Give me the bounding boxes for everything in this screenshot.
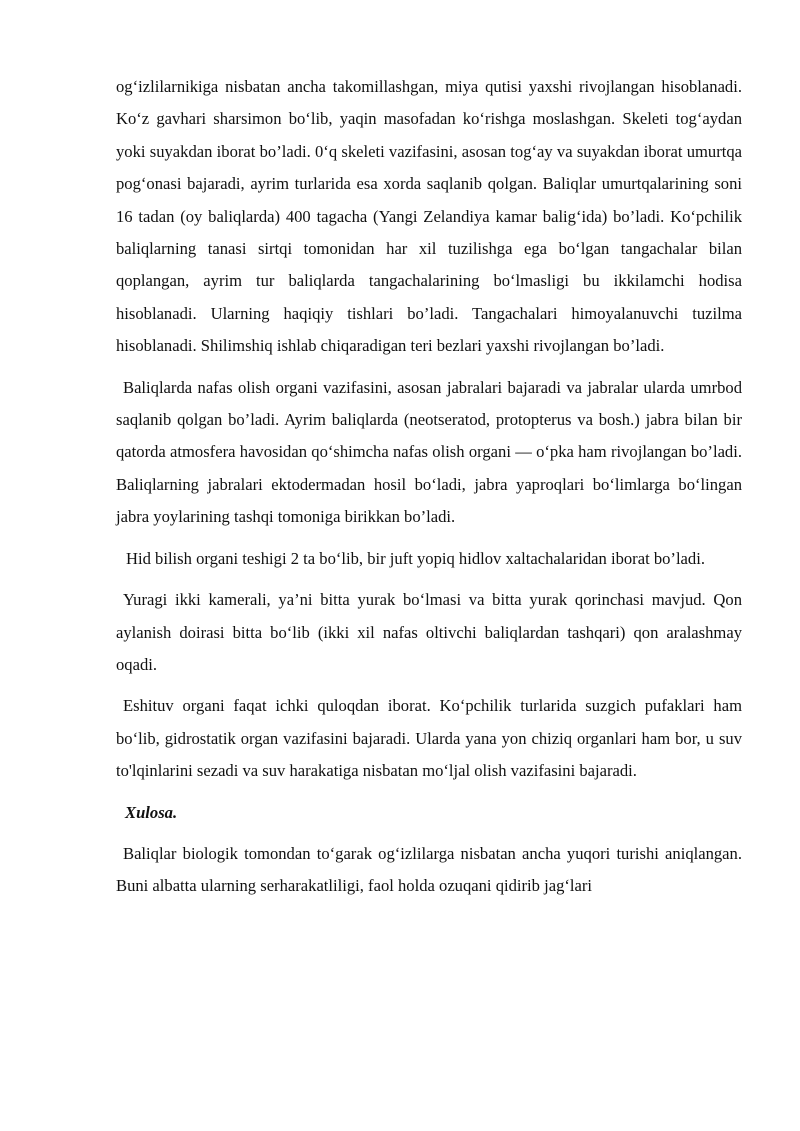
conclusion-heading: Xulosa. <box>125 802 178 822</box>
paragraph-smell: Hid bilish organi teshigi 2 ta bo‘lib, bir juft yopiq hidlov xaltachalaridan iborat bo’ladi. <box>126 548 705 568</box>
document-page <box>116 71 742 912</box>
paragraph-respiration: Baliqlarda nafas olish organi vazifasini, asosan jabralari bajaradi va jabralar ularda umrbod saqlanib qolgan bo’ladi. Ayrim baliqlarda (neotseratod, protopterus va bosh.) jabra bilan bir qatorda atmosfera havosidan qo‘shimcha nafas olish organi — o‘pka ham rivojlangan bo’ladi. Baliqlarning jabralari ektodermadan hosil bo‘ladi, jabra yaproqlari bo‘limlarga bo‘lingan jabra yoylarining tashqi tomoniga birikkan bo’ladi. <box>116 377 742 527</box>
paragraph-anatomy: og‘izlilarnikiga nisbatan ancha takomillashgan, miya qutisi yaxshi rivojlangan hisoblanadi. Ko‘z gavhari sharsimon bo‘lib, yaqin masofadan ko‘rishga moslashgan. Skeleti tog‘aydan yoki suyakdan iborat bo’ladi. 0‘q skeleti vazifasini, asosan tog‘ay va suyakdan iborat umurtqa pog‘onasi bajaradi, ayrim turlarida esa xorda saqlanib qolgan. Baliqlar umurtqalarining soni 16 tadan (oy baliqlarda) 400 tagacha (Yangi Zelandiya kamar balig‘ida) bo’ladi. Ko‘pchilik baliqlarning tanasi sirtqi tomonidan har xil tuzilishga ega bo‘lgan tangachalar bilan qoplangan, ayrim tur baliqlarda tangachalarining bo‘lmasligi bu ikkilamchi hodisa hisoblanadi. Ularning haqiqiy tishlari bo’ladi. Tangachalari himoyalanuvchi tuzilma hisoblanadi. Shilimshiq ishlab chiqaradigan teri bezlari yaxshi rivojlangan bo’ladi. <box>116 77 742 356</box>
paragraph-conclusion: Baliqlar biologik tomondan to‘garak og‘izlilarga nisbatan ancha yuqori turishi aniqlangan. Buni albatta ularning serharakatliligi, faol holda ozuqani qidirib jag‘lari <box>116 843 742 896</box>
paragraph-hearing: Eshituv organi faqat ichki quloqdan iborat. Ko‘pchilik turlarida suzgich pufaklari ham bo‘lib, gidrostatik organ vazifasini bajaradi. Ularda yana yon chiziq organlari ham bor, u suv to'lqinlarini sezadi va suv harakatiga nisbatan mo‘ljal olish vazifasini bajaradi. <box>116 696 742 781</box>
paragraph-heart: Yuragi ikki kamerali, ya’ni bitta yurak bo‘lmasi va bitta yurak qorinchasi mavjud. Qon aylanish doirasi bitta bo‘lib (ikki xil nafas oltivchi baliqlardan tashqari) qon aralashmay oqadi. <box>116 590 742 674</box>
